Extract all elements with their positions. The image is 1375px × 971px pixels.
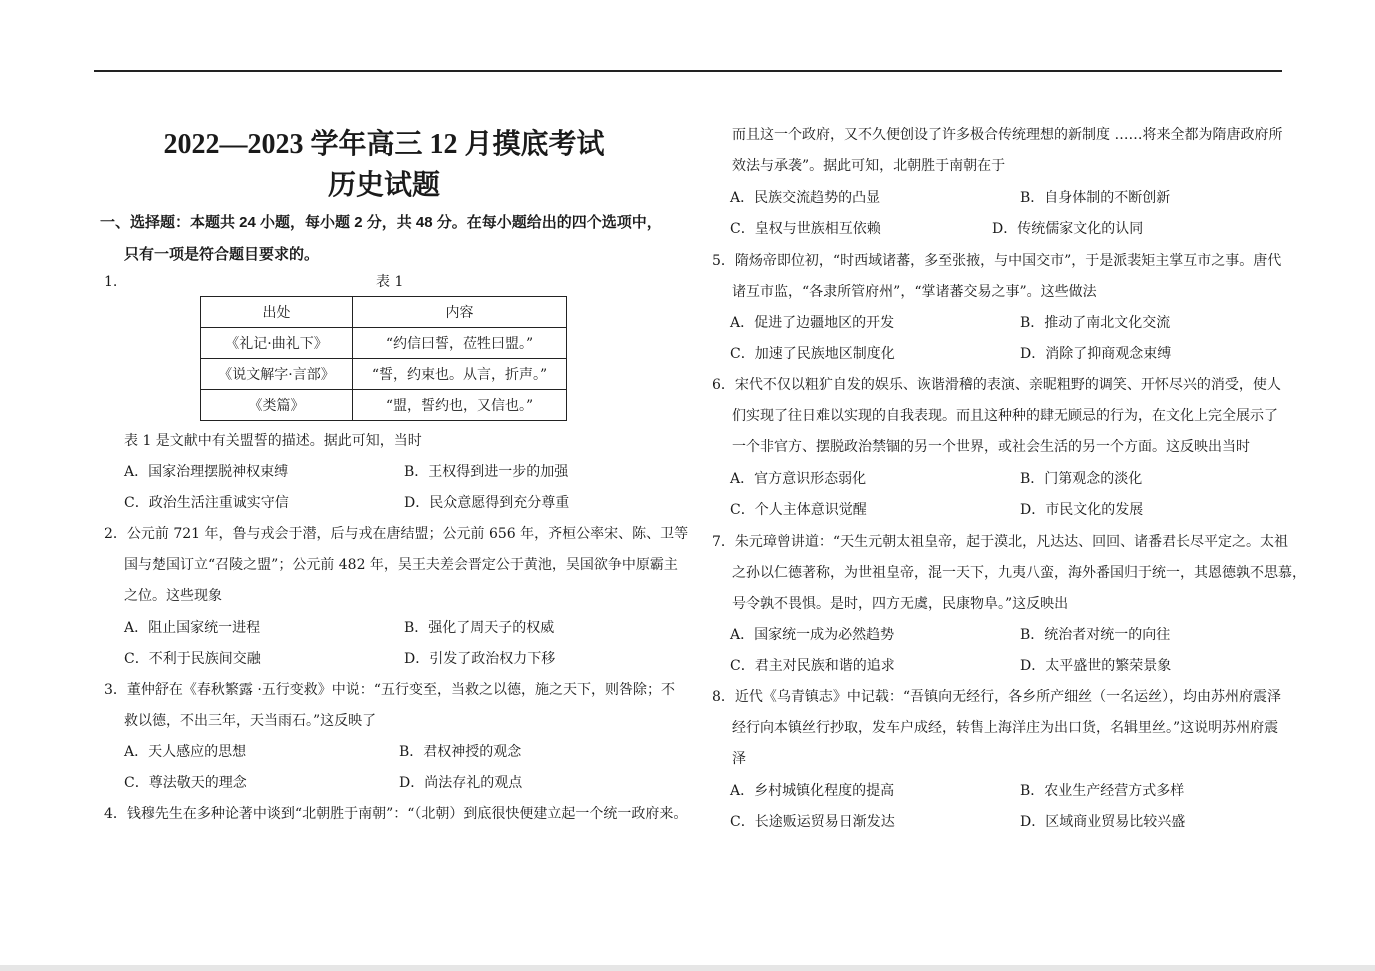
exam-subtitle: 历史试题 <box>327 170 440 201</box>
question-line: 号令孰不畏惧。是时，四方无虞，民康物阜。”这反映出 <box>732 596 1069 612</box>
question-line: 6．宋代不仅以粗犷自发的娱乐、诙谐滑稽的表演、亲昵粗野的调笑、开怀尽兴的消受，使人 <box>712 377 1281 393</box>
option-c: C．皇权与世族相互依赖 <box>730 221 881 237</box>
question-line: 泽 <box>732 751 746 767</box>
option-a: A．天人感应的思想 <box>124 744 247 760</box>
option-b: B．农业生产经营方式多样 <box>1020 783 1185 799</box>
option-c: C．加速了民族地区制度化 <box>730 346 895 362</box>
table-cell: “约信曰誓，莅牲曰盟。” <box>353 328 567 359</box>
question-line: 们实现了往日难以实现的自我表现。而且这种种的肆无顾忌的行为，在文化上完全展示了 <box>732 408 1278 424</box>
option-c: C．长途贩运贸易日渐发达 <box>730 814 895 830</box>
table-row <box>201 328 567 359</box>
option-d: D．引发了政治权力下移 <box>404 651 556 667</box>
section-heading-line1: 一、选择题：本题共 24 小题，每小题 2 分，共 48 分。在每小题给出的四个选项中， <box>100 214 662 231</box>
option-d: D．消除了抑商观念束缚 <box>1020 346 1172 362</box>
question-line: 之位。这些现象 <box>124 588 222 604</box>
option-b: B．推动了南北文化交流 <box>1020 315 1171 331</box>
question-line: 4．钱穆先生在多种论著中谈到“北朝胜于南朝”：“（北朝）到底很快便建立起一个统一政府来。 <box>104 806 688 822</box>
table-cell: 《类篇》 <box>201 390 353 421</box>
question-line: 效法与承袭”。据此可知，北朝胜于南朝在于 <box>732 158 1006 174</box>
section-heading-line2: 只有一项是符合题目要求的。 <box>124 246 320 263</box>
option-a: A．阻止国家统一进程 <box>124 620 261 636</box>
table-header-cell: 内容 <box>353 297 567 328</box>
question-line: 8．近代《乌青镇志》中记载：“吾镇向无经行，各乡所产细丝（一名运丝），均由苏州府震泽 <box>712 689 1282 705</box>
option-d: D．民众意愿得到充分尊重 <box>404 495 570 511</box>
option-a: A．官方意识形态弱化 <box>730 471 867 487</box>
question-line: 经行向本镇丝行抄取，发车户成经，转售上海洋庄为出口货，名辑里丝。”这说明苏州府震 <box>732 720 1279 736</box>
reference-table <box>200 296 567 421</box>
option-c: C．个人主体意识觉醒 <box>730 502 867 518</box>
option-c: C．尊法敬天的理念 <box>124 775 247 791</box>
question-number: 1. <box>104 274 118 290</box>
option-d: D．尚法存礼的观点 <box>399 775 523 791</box>
table-header-cell: 出处 <box>201 297 353 328</box>
table-cell: “誓，约束也。从言，折声。” <box>353 359 567 390</box>
question-line: 一个非官方、摆脱政治禁锢的另一个世界，或社会生活的另一个方面。这反映出当时 <box>732 439 1250 455</box>
option-b: B．门第观念的淡化 <box>1020 471 1143 487</box>
option-b: B．君权神授的观念 <box>399 744 522 760</box>
table-header-row <box>201 297 567 328</box>
section-heading <box>100 207 680 271</box>
option-c: C．君主对民族和谐的追求 <box>730 658 895 674</box>
exam-title: 2022—2023 学年高三 12 月摸底考试 <box>163 129 605 160</box>
table-row <box>201 359 567 390</box>
option-a: A．民族交流趋势的凸显 <box>730 190 881 206</box>
option-b: B．强化了周天子的权威 <box>404 620 555 636</box>
option-c: C．不利于民族间交融 <box>124 651 261 667</box>
question-line: 2．公元前 721 年，鲁与戎会于潜，后与戎在唐结盟；公元前 656 年，齐桓公率宋、陈、卫等 <box>104 526 689 542</box>
table-row <box>201 390 567 421</box>
question-line: 国与楚国订立“召陵之盟”；公元前 482 年，吴王夫差会晋定公于黄池，吴国欲争中原霸主 <box>124 557 678 573</box>
question-line: 5．隋炀帝即位初，“时西域诸蕃，多至张掖，与中国交市”，于是派裴矩主掌互市之事。唐代 <box>712 253 1282 269</box>
question-stem: 表 1 是文献中有关盟誓的描述。据此可知，当时 <box>124 433 422 449</box>
question-line: 3．董仲舒在《春秋繁露 ·五行变救》中说：“五行变至，当救之以德，施之天下，则咎除；不 <box>104 682 675 698</box>
option-d: D．市民文化的发展 <box>1020 502 1144 518</box>
option-a: A．乡村城镇化程度的提高 <box>730 783 895 799</box>
question-line: 7．朱元璋曾讲道：“天生元朝太祖皇帝，起于漠北，凡达达、回回、诸番君长尽平定之。太祖 <box>712 534 1289 550</box>
option-a: A．促进了边疆地区的开发 <box>730 315 895 331</box>
question-line: 救以德，不出三年，天当雨石。”这反映了 <box>124 713 377 729</box>
table-caption: 表 1 <box>376 274 404 290</box>
question-line: 而且这一个政府，又不久便创设了许多极合传统理想的新制度 ……将来全都为隋唐政府所 <box>732 127 1283 143</box>
question-line: 诸互市监，“各隶所管府州”，“掌诸蕃交易之事”。这些做法 <box>732 284 1097 300</box>
option-a: A．国家统一成为必然趋势 <box>730 627 895 643</box>
option-a: A．国家治理摆脱神权束缚 <box>124 464 289 480</box>
top-rule <box>94 70 1282 72</box>
option-b: B．王权得到进一步的加强 <box>404 464 569 480</box>
option-d: D．太平盛世的繁荣景象 <box>1020 658 1172 674</box>
option-b: B．自身体制的不断创新 <box>1020 190 1171 206</box>
option-d: D．传统儒家文化的认同 <box>992 221 1144 237</box>
table-cell: 《礼记·曲礼下》 <box>201 328 353 359</box>
option-b: B．统治者对统一的向往 <box>1020 627 1171 643</box>
question-line: 之孙以仁德著称，为世祖皇帝，混一天下，九夷八蛮，海外番国归于统一，其恩德孰不思慕， <box>732 565 1306 581</box>
option-d: D．区域商业贸易比较兴盛 <box>1020 814 1186 830</box>
table-cell: 《说文解字·言部》 <box>201 359 353 390</box>
bottom-edge <box>0 965 1375 971</box>
table-cell: “盟，誓约也，又信也。” <box>353 390 567 421</box>
option-c: C．政治生活注重诚实守信 <box>124 495 289 511</box>
